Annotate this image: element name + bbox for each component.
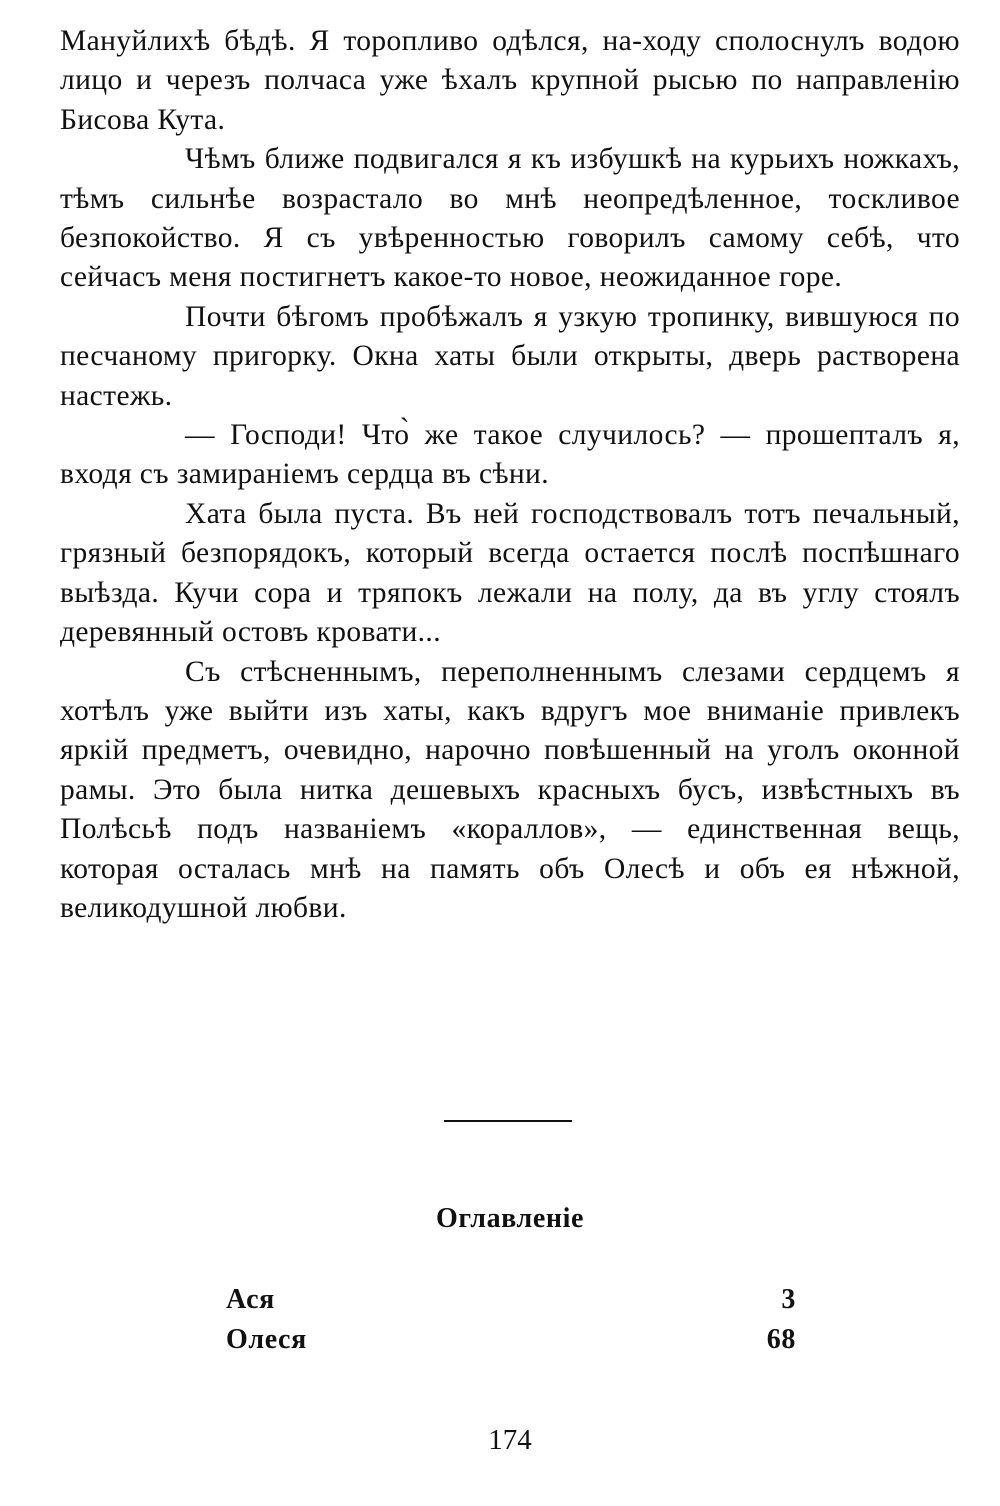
section-divider <box>444 1120 572 1122</box>
paragraph: Хата была пуста. Въ ней господствовалъ тотъ печальный, грязный безпорядокъ, который всегда остается послѣ поспѣшнаго выѣзда. Кучи сора и тряпокъ лежали на полу, да въ углу стоялъ деревянный остовъ кровати... <box>60 497 960 649</box>
paragraph-dialogue: — Господи! Что̀ же такое случилось? — прошепталъ я, входя съ замираніемъ сердца въ сѣни. <box>60 419 960 491</box>
toc-entry-page: 68 <box>766 1324 796 1355</box>
paragraph: Чѣмъ ближе подвигался я къ избушкѣ на курьихъ ножкахъ, тѣмъ сильнѣе возрастало во мнѣ неопредѣленное, тоскливое безпокойство. Я съ увѣренностью говорилъ самому себѣ, что сейчасъ меня постигнетъ какое-то новое, неожиданное горе. <box>60 143 960 294</box>
toc-entry-page: 3 <box>781 1284 796 1315</box>
table-of-contents <box>226 1280 796 1360</box>
paragraph-continuation: Мануйлихѣ бѣдѣ. Я торопливо одѣлся, на-ходу сполоснулъ водою лицо и черезъ полчаса уже ѣхалъ крупной рысью по направленію Бисова Кута. <box>60 25 960 136</box>
toc-entry[interactable] <box>226 1280 796 1320</box>
story-text <box>60 22 960 928</box>
paragraph: Почти бѣгомъ пробѣжалъ я узкую тропинку, вившуюся по песчаному пригорку. Окна хаты были открыты, дверь растворена настежь. <box>60 300 960 412</box>
toc-entry[interactable] <box>226 1320 796 1360</box>
toc-heading: Оглавленіе <box>435 1203 584 1234</box>
paragraph: Съ стѣсненнымъ, переполненнымъ слезами сердцемъ я хотѣлъ уже выйти изъ хаты, какъ вдругъ мое вниманіе привлекъ яркій предметъ, очевидно, нарочно повѣшенный на уголъ оконной рамы. Это была нитка дешевыхъ красныхъ бусъ, извѣстныхъ въ Полѣсьѣ подъ названіемъ «кораллов», — единственная вещь, которая осталась мнѣ на память объ Олесѣ и объ ея нѣжной, великодушной любви. <box>60 655 960 924</box>
page-number: 174 <box>488 1424 532 1456</box>
toc-entry-title: Олеся <box>226 1324 307 1355</box>
toc-entry-title: Ася <box>226 1284 275 1315</box>
